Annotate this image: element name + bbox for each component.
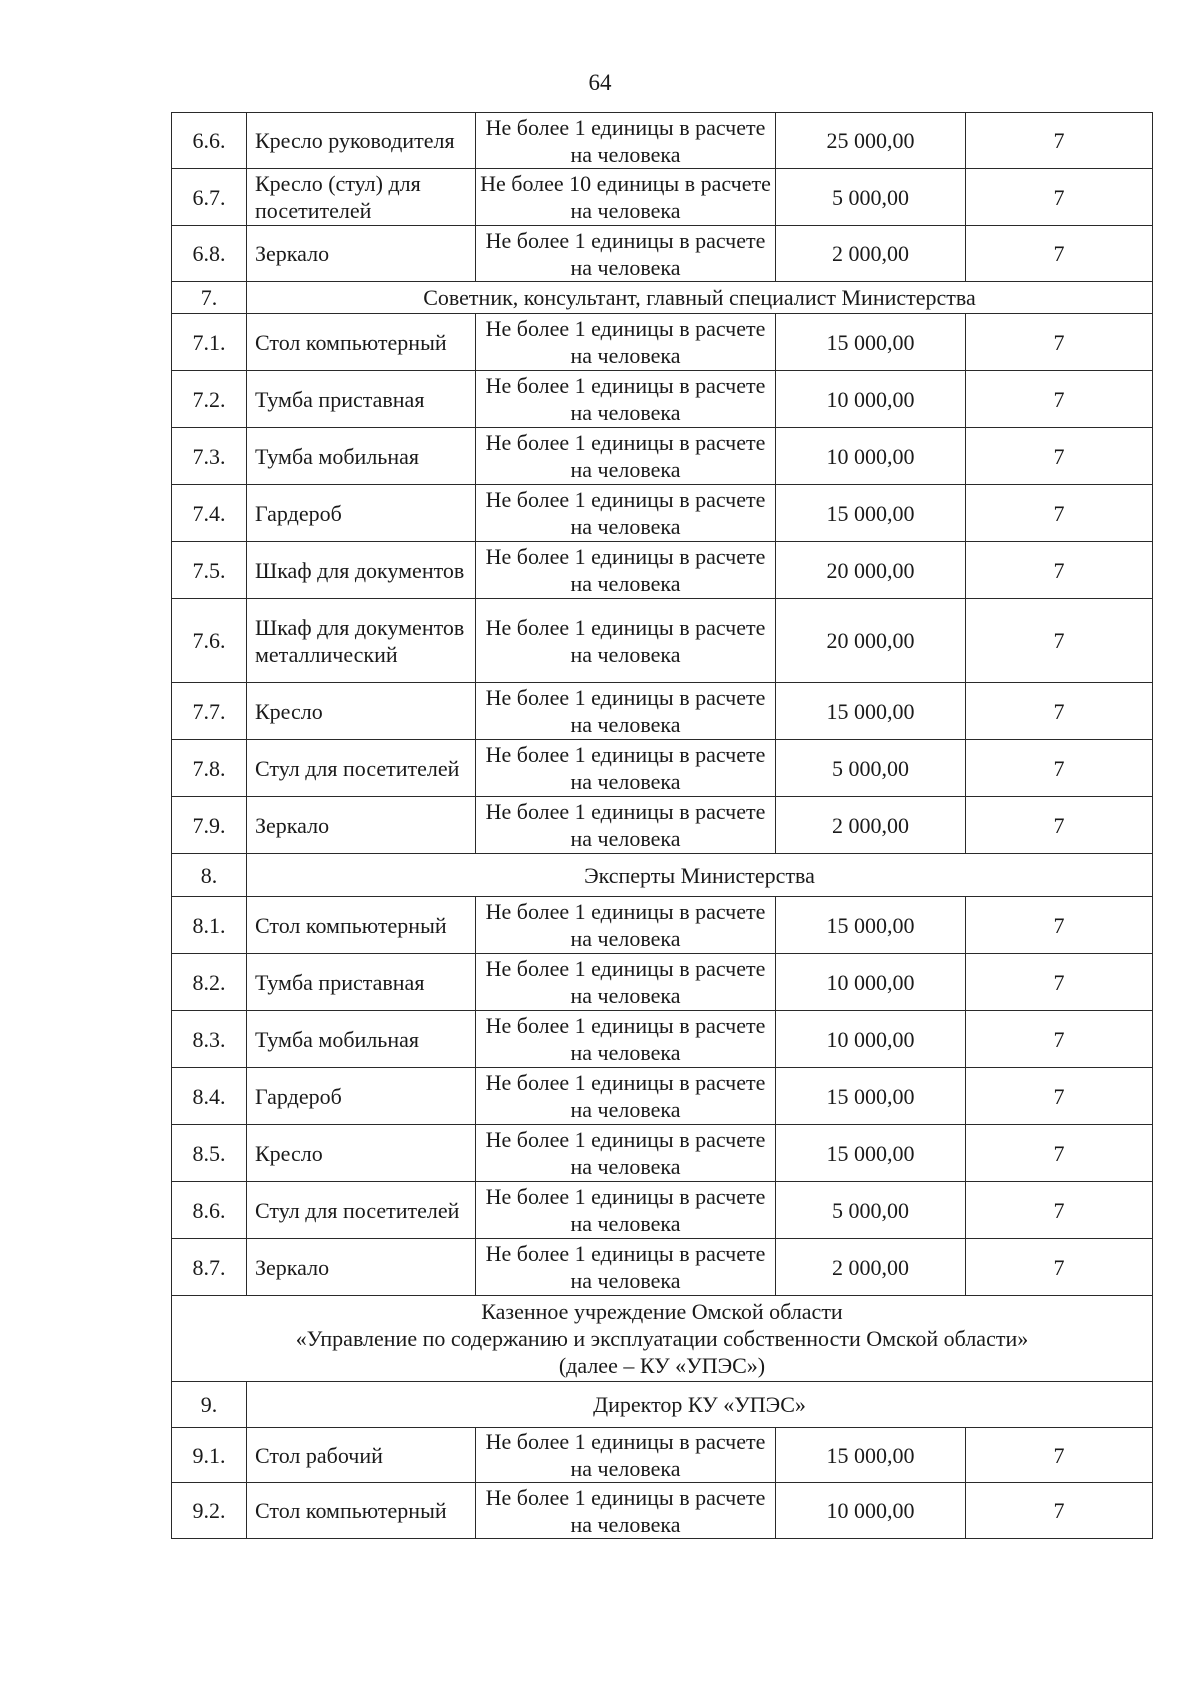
item-number: 6.8. <box>172 226 247 282</box>
item-number: 8.7. <box>172 1239 247 1296</box>
table-row <box>172 599 1153 683</box>
item-price: 5 000,00 <box>776 1182 966 1239</box>
table-row <box>172 1011 1153 1068</box>
item-quantity: Не более 1 единицы в расчете на человека <box>476 314 776 371</box>
organization-title-line: «Управление по содержанию и эксплуатации собственности Омской области» <box>295 1326 1029 1351</box>
item-price: 10 000,00 <box>776 954 966 1011</box>
item-price: 5 000,00 <box>776 169 966 226</box>
item-name: Тумба мобильная <box>247 428 476 485</box>
section-title: Советник, консультант, главный специалист Министерства <box>247 282 1153 314</box>
item-quantity: Не более 1 единицы в расчете на человека <box>476 1068 776 1125</box>
table-row <box>172 314 1153 371</box>
item-term: 7 <box>966 740 1153 797</box>
item-quantity: Не более 1 единицы в расчете на человека <box>476 954 776 1011</box>
organization-row <box>172 1296 1153 1382</box>
item-price: 2 000,00 <box>776 226 966 282</box>
item-term: 7 <box>966 314 1153 371</box>
item-quantity: Не более 1 единицы в расчете на человека <box>476 1428 776 1483</box>
item-quantity: Не более 1 единицы в расчете на человека <box>476 428 776 485</box>
table-row <box>172 542 1153 599</box>
section-number: 9. <box>172 1382 247 1428</box>
item-term: 7 <box>966 1068 1153 1125</box>
furniture-norms-table <box>171 112 1153 1539</box>
item-term: 7 <box>966 226 1153 282</box>
item-number: 8.1. <box>172 897 247 954</box>
item-name: Стул для посетителей <box>247 740 476 797</box>
item-quantity: Не более 1 единицы в расчете на человека <box>476 1182 776 1239</box>
item-number: 8.2. <box>172 954 247 1011</box>
item-term: 7 <box>966 1011 1153 1068</box>
item-term: 7 <box>966 1182 1153 1239</box>
item-price: 5 000,00 <box>776 740 966 797</box>
item-term: 7 <box>966 428 1153 485</box>
section-row <box>172 854 1153 897</box>
item-number: 6.6. <box>172 113 247 169</box>
item-number: 7.1. <box>172 314 247 371</box>
table-row <box>172 954 1153 1011</box>
table-row <box>172 226 1153 282</box>
table-row <box>172 740 1153 797</box>
item-name: Тумба приставная <box>247 371 476 428</box>
section-title: Эксперты Министерства <box>247 854 1153 897</box>
item-term: 7 <box>966 954 1153 1011</box>
table-body <box>172 113 1153 1539</box>
table-row <box>172 1239 1153 1296</box>
item-name: Стол компьютерный <box>247 314 476 371</box>
item-price: 15 000,00 <box>776 683 966 740</box>
item-number: 7.2. <box>172 371 247 428</box>
item-quantity: Не более 1 единицы в расчете на человека <box>476 371 776 428</box>
item-price: 15 000,00 <box>776 1428 966 1483</box>
table-row <box>172 1182 1153 1239</box>
item-number: 7.9. <box>172 797 247 854</box>
item-quantity: Не более 10 единицы в расчете на человека <box>476 169 776 226</box>
item-name: Кресло (стул) для посетителей <box>247 169 476 226</box>
item-price: 15 000,00 <box>776 897 966 954</box>
organization-title-line: (далее – КУ «УПЭС») <box>558 1353 766 1378</box>
page-number-text: 64 <box>588 70 612 95</box>
item-quantity: Не более 1 единицы в расчете на человека <box>476 1239 776 1296</box>
table-row <box>172 1068 1153 1125</box>
item-number: 6.7. <box>172 169 247 226</box>
item-price: 20 000,00 <box>776 542 966 599</box>
item-price: 10 000,00 <box>776 428 966 485</box>
item-quantity: Не более 1 единицы в расчете на человека <box>476 226 776 282</box>
item-name: Стол компьютерный <box>247 897 476 954</box>
item-price: 15 000,00 <box>776 1125 966 1182</box>
item-name: Стол компьютерный <box>247 1483 476 1539</box>
table-row <box>172 371 1153 428</box>
item-term: 7 <box>966 1239 1153 1296</box>
item-term: 7 <box>966 599 1153 683</box>
item-term: 7 <box>966 371 1153 428</box>
table-row <box>172 428 1153 485</box>
item-price: 2 000,00 <box>776 1239 966 1296</box>
item-name: Шкаф для документов металлический <box>247 599 476 683</box>
item-term: 7 <box>966 542 1153 599</box>
section-number: 7. <box>172 282 247 314</box>
item-quantity: Не более 1 единицы в расчете на человека <box>476 740 776 797</box>
page-number <box>0 70 1200 96</box>
item-number: 7.7. <box>172 683 247 740</box>
item-number: 8.6. <box>172 1182 247 1239</box>
item-name: Гардероб <box>247 1068 476 1125</box>
item-term: 7 <box>966 113 1153 169</box>
item-quantity: Не более 1 единицы в расчете на человека <box>476 1483 776 1539</box>
item-quantity: Не более 1 единицы в расчете на человека <box>476 599 776 683</box>
table-row <box>172 1428 1153 1483</box>
item-name: Стул для посетителей <box>247 1182 476 1239</box>
item-number: 7.3. <box>172 428 247 485</box>
item-number: 9.2. <box>172 1483 247 1539</box>
item-number: 9.1. <box>172 1428 247 1483</box>
item-quantity: Не более 1 единицы в расчете на человека <box>476 797 776 854</box>
item-number: 7.5. <box>172 542 247 599</box>
item-name: Кресло руководителя <box>247 113 476 169</box>
section-row <box>172 282 1153 314</box>
item-number: 8.5. <box>172 1125 247 1182</box>
item-quantity: Не более 1 единицы в расчете на человека <box>476 485 776 542</box>
section-number: 8. <box>172 854 247 897</box>
item-quantity: Не более 1 единицы в расчете на человека <box>476 1125 776 1182</box>
item-price: 20 000,00 <box>776 599 966 683</box>
item-number: 8.3. <box>172 1011 247 1068</box>
item-quantity: Не более 1 единицы в расчете на человека <box>476 113 776 169</box>
item-name: Зеркало <box>247 1239 476 1296</box>
item-term: 7 <box>966 485 1153 542</box>
item-price: 2 000,00 <box>776 797 966 854</box>
item-number: 7.8. <box>172 740 247 797</box>
item-name: Стол рабочий <box>247 1428 476 1483</box>
item-price: 15 000,00 <box>776 314 966 371</box>
item-name: Тумба мобильная <box>247 1011 476 1068</box>
item-term: 7 <box>966 897 1153 954</box>
organization-title <box>172 1296 1153 1382</box>
item-term: 7 <box>966 683 1153 740</box>
table-row <box>172 1483 1153 1539</box>
table-row <box>172 485 1153 542</box>
item-name: Кресло <box>247 683 476 740</box>
table-row <box>172 683 1153 740</box>
item-quantity: Не более 1 единицы в расчете на человека <box>476 542 776 599</box>
section-row <box>172 1382 1153 1428</box>
table-row <box>172 1125 1153 1182</box>
item-quantity: Не более 1 единицы в расчете на человека <box>476 683 776 740</box>
item-name: Зеркало <box>247 226 476 282</box>
item-price: 10 000,00 <box>776 1011 966 1068</box>
table-row <box>172 169 1153 226</box>
item-number: 8.4. <box>172 1068 247 1125</box>
item-price: 15 000,00 <box>776 1068 966 1125</box>
item-term: 7 <box>966 1125 1153 1182</box>
table-row <box>172 797 1153 854</box>
item-term: 7 <box>966 169 1153 226</box>
item-name: Гардероб <box>247 485 476 542</box>
item-term: 7 <box>966 797 1153 854</box>
section-title: Директор КУ «УПЭС» <box>247 1382 1153 1428</box>
item-price: 10 000,00 <box>776 371 966 428</box>
item-price: 25 000,00 <box>776 113 966 169</box>
organization-title-line: Казенное учреждение Омской области <box>481 1299 843 1324</box>
item-name: Кресло <box>247 1125 476 1182</box>
item-term: 7 <box>966 1428 1153 1483</box>
table-row <box>172 113 1153 169</box>
item-quantity: Не более 1 единицы в расчете на человека <box>476 897 776 954</box>
item-price: 10 000,00 <box>776 1483 966 1539</box>
item-name: Шкаф для документов <box>247 542 476 599</box>
item-number: 7.6. <box>172 599 247 683</box>
item-term: 7 <box>966 1483 1153 1539</box>
item-name: Зеркало <box>247 797 476 854</box>
item-name: Тумба приставная <box>247 954 476 1011</box>
item-number: 7.4. <box>172 485 247 542</box>
item-quantity: Не более 1 единицы в расчете на человека <box>476 1011 776 1068</box>
table-row <box>172 897 1153 954</box>
item-price: 15 000,00 <box>776 485 966 542</box>
